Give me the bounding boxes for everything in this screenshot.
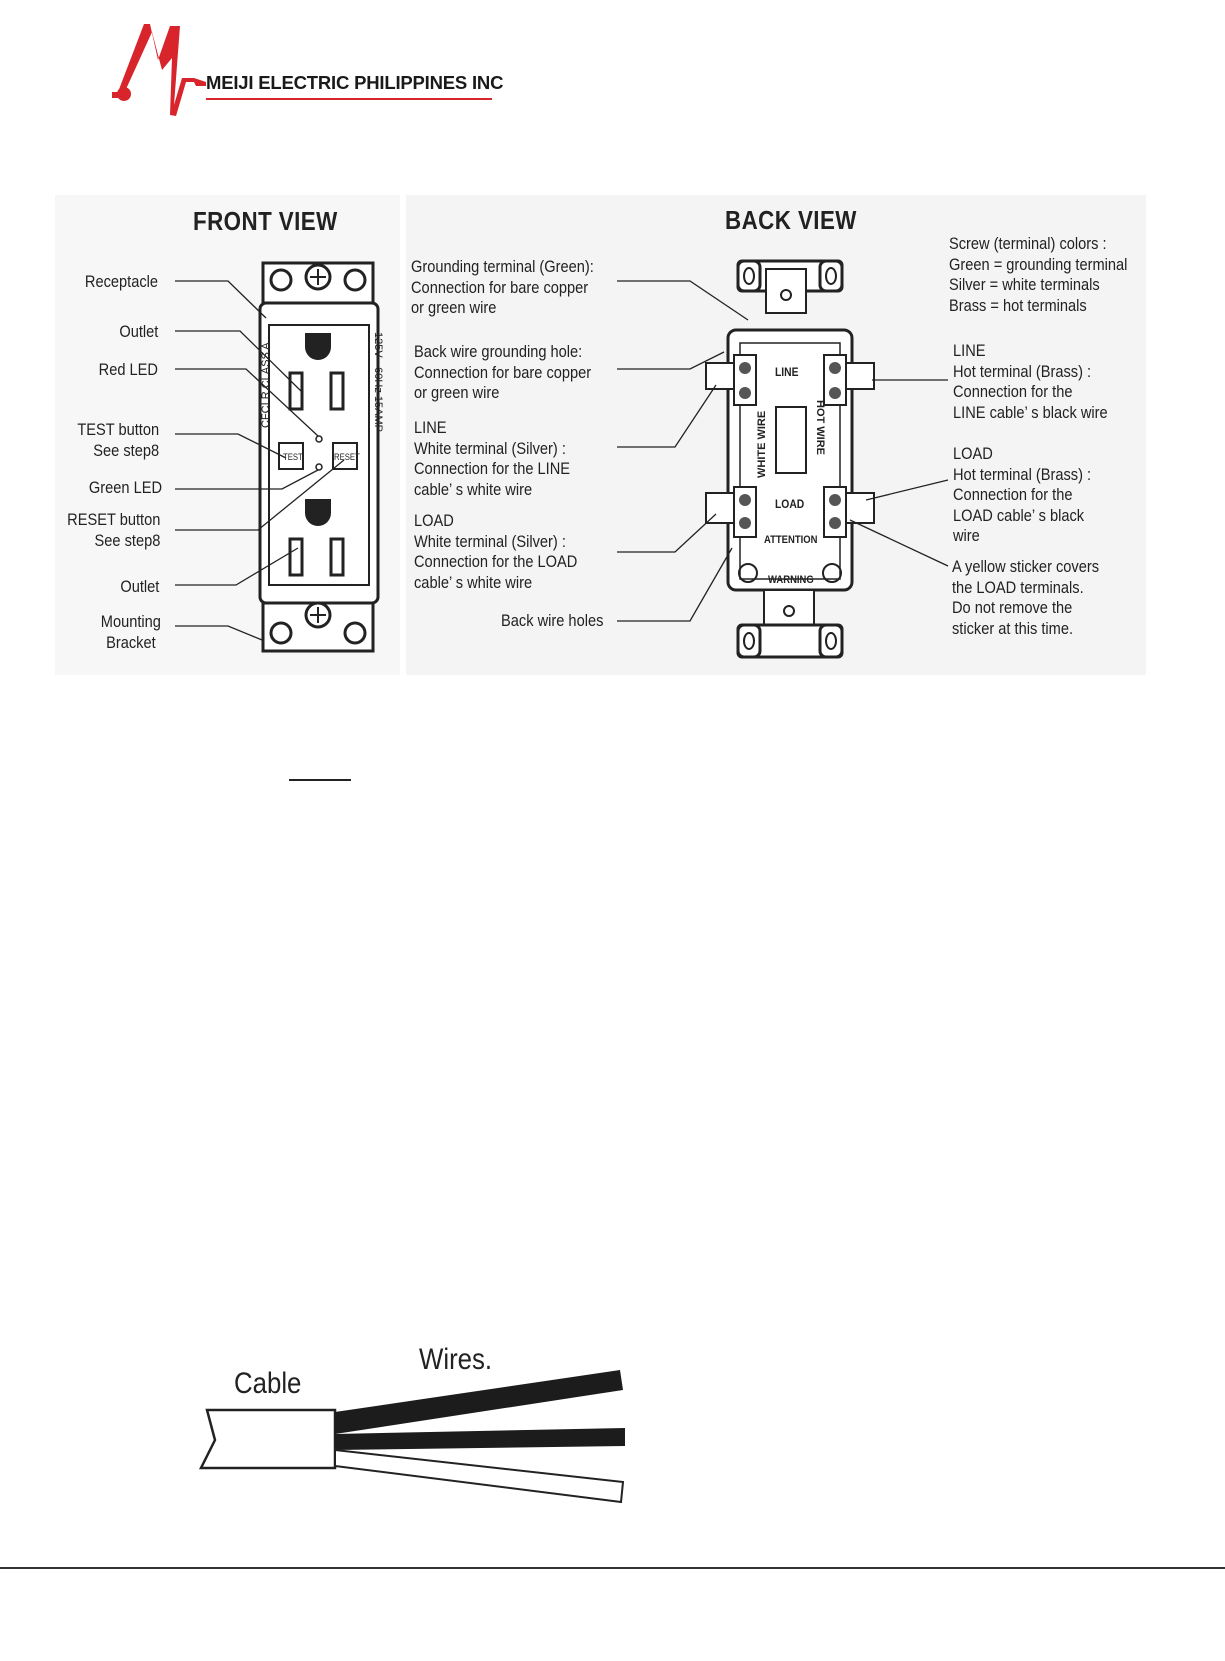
label-mounting-bracket: Mounting Bracket	[100, 612, 161, 652]
cable-label: Cable	[234, 1367, 302, 1400]
back-view-title: BACK VIEW	[725, 205, 857, 235]
device-rating-text: 125V~ 60Hz 15AMP	[372, 332, 384, 432]
label-test-button: TEST button See step8	[77, 420, 159, 460]
reset-button-label: RESET	[334, 452, 360, 462]
test-button-label: TEST	[283, 452, 303, 462]
label-load-white-terminal: LOAD White terminal (Silver) : Connection for the LOAD cable’ s white wire	[414, 511, 578, 592]
wires-label: Wires.	[419, 1343, 493, 1376]
label-load-hot-terminal: LOAD Hot terminal (Brass) : Connection for the LOAD cable’ s black wire	[953, 444, 1092, 545]
label-outlet-bottom: Outlet	[119, 577, 159, 596]
label-outlet-top: Outlet	[118, 322, 158, 341]
footer-rule	[0, 1567, 1225, 1569]
label-back-wire-holes: Back wire holes	[501, 611, 604, 630]
label-grounding-terminal: Grounding terminal (Green): Connection for bare copper or green wire	[411, 257, 594, 317]
label-line-white-terminal: LINE White terminal (Silver) : Connection for the LINE cable’ s white wire	[414, 418, 571, 499]
device-load-text: LOAD	[775, 497, 805, 511]
device-hot-wire-text: HOT WIRE	[814, 400, 826, 455]
label-reset-button: RESET button See step8	[66, 510, 160, 550]
device-white-wire-text: WHITE WIRE	[756, 410, 768, 478]
label-yellow-sticker: A yellow sticker covers the LOAD terminals. Do not remove the sticker at this time.	[952, 557, 1100, 638]
label-receptacle: Receptacle	[84, 272, 158, 291]
underline-mark	[289, 779, 351, 781]
label-red-led: Red LED	[98, 360, 158, 379]
device-class-text: CFCI R CLASS A	[260, 342, 272, 428]
label-line-hot-terminal: LINE Hot terminal (Brass) : Connection for the LINE cable’ s black wire	[953, 341, 1108, 422]
device-line-text: LINE	[775, 365, 799, 379]
label-back-wire-grounding-hole: Back wire grounding hole: Connection for bare copper or green wire	[414, 342, 592, 402]
device-attention-text: ATTENTION	[764, 534, 818, 546]
device-warning-text: WARNING	[768, 574, 814, 586]
front-view-title: FRONT VIEW	[193, 206, 338, 236]
label-screw-colors: Screw (terminal) colors : Green = grounding terminal Silver = white terminals Brass = hot terminals	[949, 234, 1128, 315]
logo-text: MEIJI ELECTRIC PHILIPPINES INC	[206, 72, 504, 93]
label-green-led: Green LED	[88, 478, 162, 497]
